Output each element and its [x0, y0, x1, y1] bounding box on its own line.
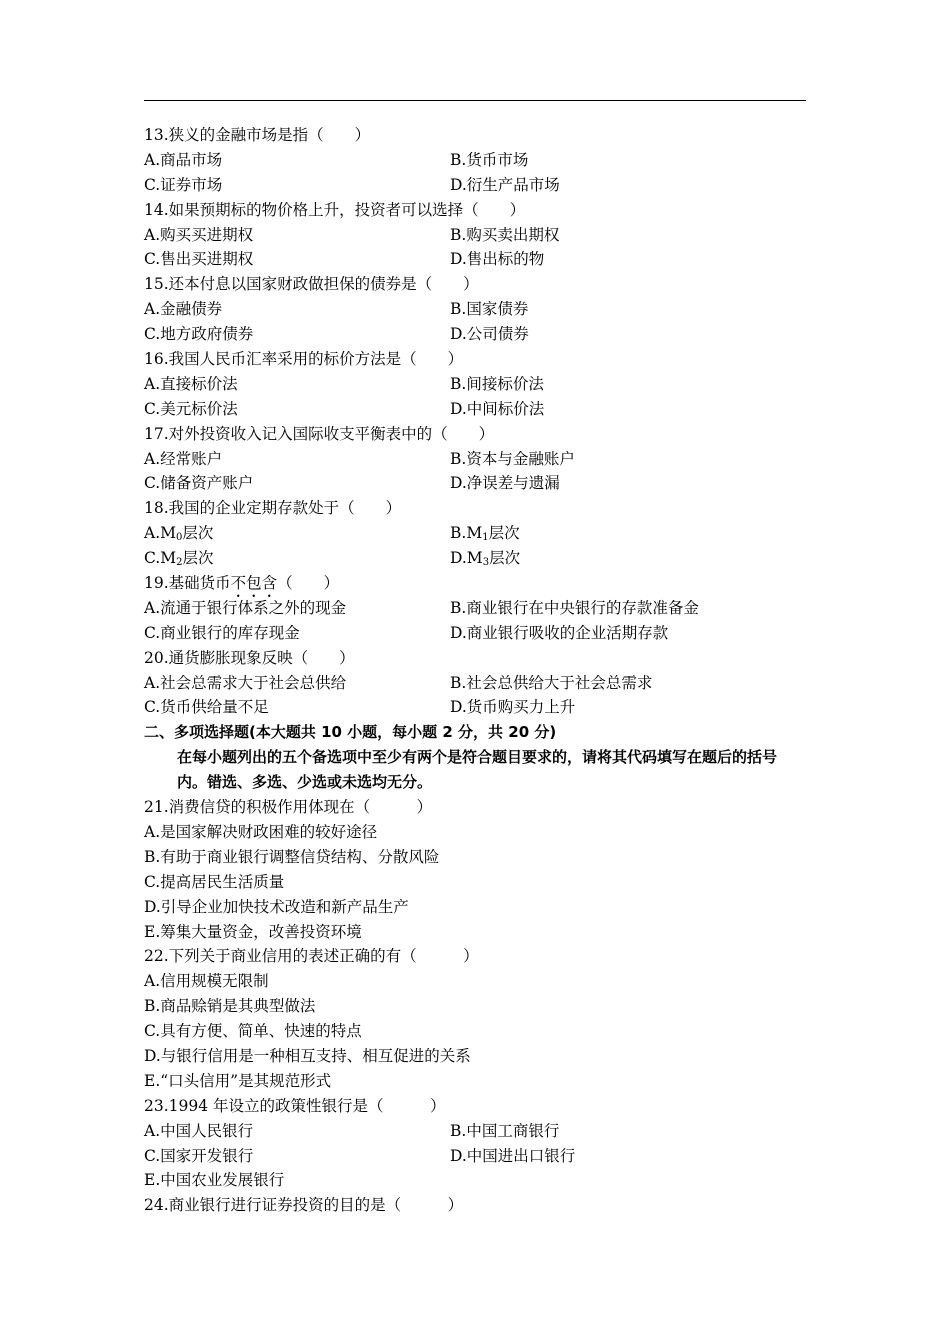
- option-b: B.间接标价法: [450, 374, 544, 393]
- question-13: 13.狭义的金融市场是指（ ）: [144, 126, 371, 144]
- question-23-options-row1: [144, 1119, 806, 1144]
- question-14-options-row1: [144, 223, 806, 248]
- question-22: 22.下列关于商业信用的表述正确的有（ ）: [144, 947, 479, 966]
- question-15-options-row1: [144, 297, 806, 322]
- question-13-options-row1: [144, 148, 806, 173]
- question-13-options-row2: [144, 173, 806, 198]
- option-a: A.信用规模无限制: [144, 972, 269, 991]
- question-21: 21.消费信贷的积极作用体现在（ ）: [144, 798, 433, 817]
- option-a: A.直接标价法: [144, 374, 238, 393]
- question-20-options-row2: [144, 695, 806, 720]
- option-c: C.具有方便、简单、快速的特点: [144, 1022, 362, 1041]
- option-e: E.中国农业发展银行: [144, 1171, 285, 1190]
- option-a: A.商品市场: [144, 150, 223, 169]
- option-d: D.净误差与遗漏: [450, 474, 560, 493]
- question-19: 19.基础货币不包含（ ）: [144, 574, 340, 593]
- question-14: 14.如果预期标的物价格上升，投资者可以选择（ ）: [144, 200, 526, 219]
- option-c: $C.M_2$层次: [144, 549, 214, 569]
- option-a: A.流通于银行体系之外的现金: [144, 598, 347, 617]
- option-b: B.资本与金融账户: [450, 449, 575, 468]
- exam-content: [144, 123, 806, 1218]
- option-c: C.提高居民生活质量: [144, 872, 285, 891]
- option-b: B.有助于商业银行调整信贷结构、分散风险: [144, 847, 440, 866]
- section-instruction: 在每小题列出的五个备选项中至少有两个是符合题目要求的，请将其代码填写在题后的括号内。错选、多选、少选或未选均无分。: [177, 748, 778, 792]
- question-16-options-row1: [144, 372, 806, 397]
- section-heading: 二、多项选择题(本大题共 10 小题，每小题 2 分，共 20 分): [144, 723, 557, 742]
- option-a: $A.M_0$层次: [144, 524, 214, 544]
- option-d: D.商业银行吸收的企业活期存款: [450, 623, 669, 642]
- option-c: C.货币供给量不足: [144, 698, 269, 717]
- question-17: 17.对外投资收入记入国际收支平衡表中的（ ）: [144, 424, 495, 443]
- option-d: D.中间标价法: [450, 399, 545, 418]
- option-a: A.经常账户: [144, 449, 223, 468]
- option-c: C.证券市场: [144, 175, 223, 194]
- option-c: C.储备资产账户: [144, 474, 254, 493]
- option-b: $B.M_1$层次: [450, 524, 520, 544]
- option-e: E.“口头信用”是其规范形式: [144, 1071, 332, 1090]
- option-d: D.中国进出口银行: [450, 1146, 576, 1165]
- question-24: 24.商业银行进行证券投资的目的是（ ）: [144, 1196, 464, 1215]
- question-17-options-row1: [144, 447, 806, 472]
- option-d: D.与银行信用是一种相互支持、相互促进的关系: [144, 1046, 471, 1065]
- question-23-options-row2: [144, 1144, 806, 1169]
- option-c: C.售出买进期权: [144, 250, 254, 269]
- question-20-options-row1: [144, 671, 806, 696]
- option-b: B.购买卖出期权: [450, 225, 560, 244]
- question-19-options-row2: [144, 621, 806, 646]
- question-19-options-row1: [144, 596, 806, 621]
- question-23: 23.1994 年设立的政策性银行是（ ）: [144, 1096, 446, 1115]
- option-e: E.筹集大量资金，改善投资环境: [144, 922, 362, 941]
- option-c: C.商业银行的库存现金: [144, 623, 300, 642]
- question-18: 18.我国的企业定期存款处于（ ）: [144, 499, 402, 518]
- question-15-options-row2: [144, 322, 806, 347]
- option-a: A.中国人民银行: [144, 1121, 254, 1140]
- option-b: B.社会总供给大于社会总需求: [450, 673, 653, 692]
- option-a: A.金融债券: [144, 300, 223, 319]
- option-a: A.是国家解决财政困难的较好途径: [144, 822, 378, 841]
- option-b: B.中国工商银行: [450, 1121, 560, 1140]
- question-14-options-row2: [144, 247, 806, 272]
- option-c: C.地方政府债券: [144, 325, 254, 344]
- emphasis-text: 不包含: [230, 574, 278, 593]
- option-b: B.商品赊销是其典型做法: [144, 997, 316, 1016]
- option-d: D.公司债券: [450, 325, 529, 344]
- option-a: A.购买买进期权: [144, 225, 254, 244]
- option-d: $D.M_3$层次: [450, 549, 521, 569]
- option-b: B.商业银行在中央银行的存款准备金: [450, 598, 699, 617]
- question-20: 20.通货膨胀现象反映（ ）: [144, 648, 355, 667]
- option-d: D.货币购买力上升: [450, 698, 576, 717]
- header-rule: [144, 100, 806, 101]
- option-d: D.衍生产品市场: [450, 175, 560, 194]
- option-d: D.引导企业加快技术改造和新产品生产: [144, 897, 409, 916]
- option-a: A.社会总需求大于社会总供给: [144, 673, 347, 692]
- question-17-options-row2: [144, 471, 806, 496]
- option-c: C.美元标价法: [144, 399, 238, 418]
- question-16: 16.我国人民币汇率采用的标价方法是（ ）: [144, 350, 464, 369]
- question-16-options-row2: [144, 397, 806, 422]
- option-d: D.售出标的物: [450, 250, 545, 269]
- option-b: B.国家债券: [450, 300, 529, 319]
- option-c: C.国家开发银行: [144, 1146, 254, 1165]
- question-15: 15.还本付息以国家财政做担保的债券是（ ）: [144, 275, 479, 294]
- question-18-options-row1: [144, 521, 806, 546]
- question-18-options-row2: [144, 546, 806, 571]
- option-b: B.货币市场: [450, 150, 529, 169]
